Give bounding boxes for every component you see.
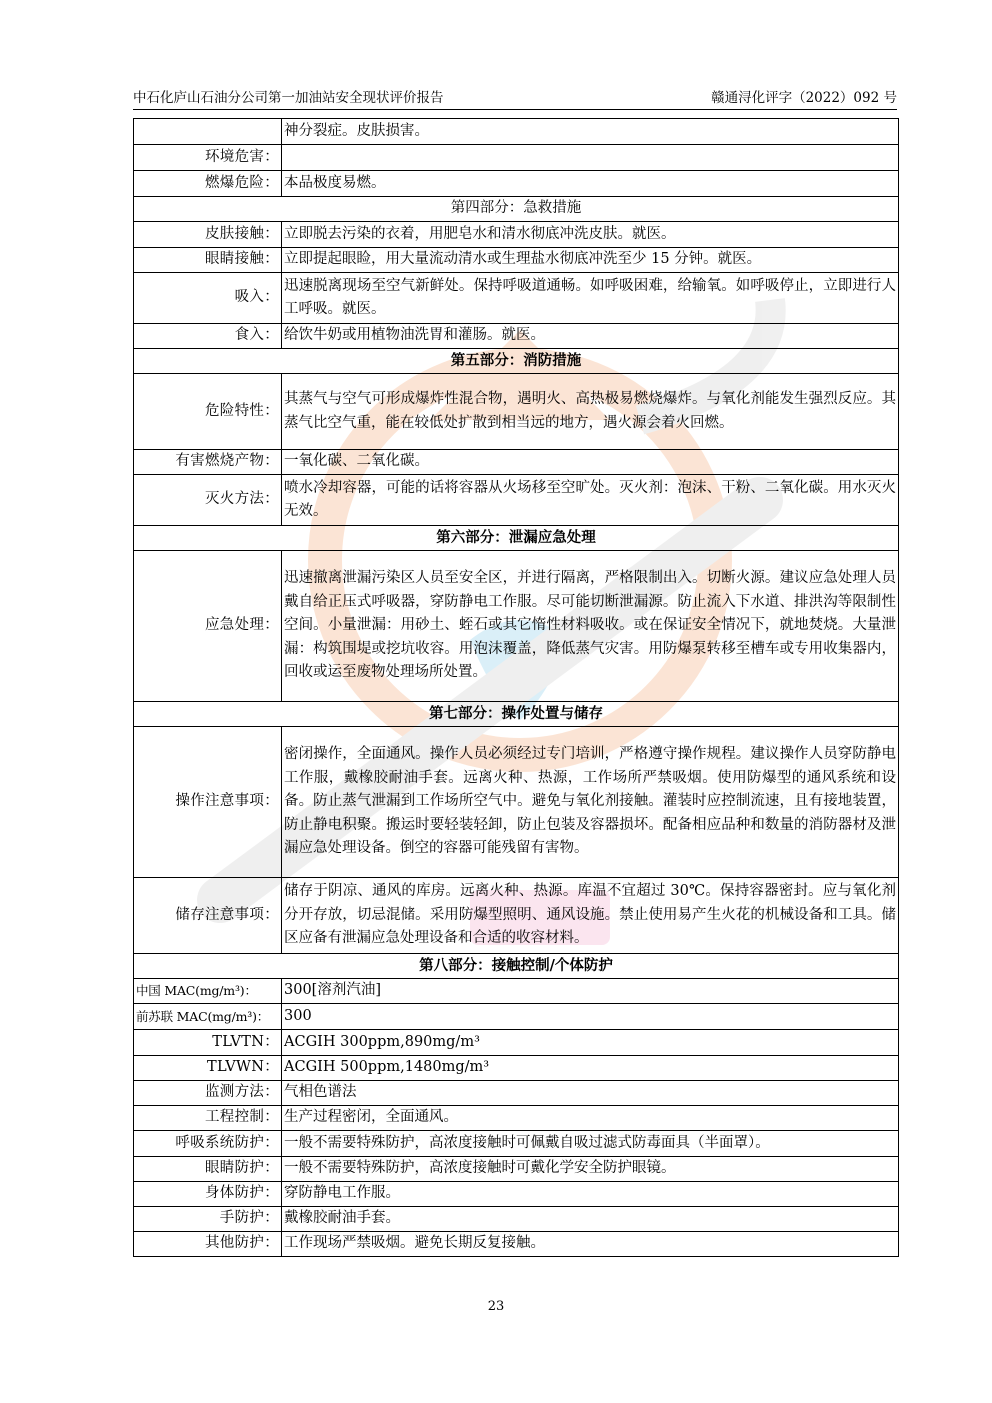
row-value: 其蒸气与空气可形成爆炸性混合物，遇明火、高热极易燃烧爆炸。与氧化剂能发生强烈反应。其蒸气比空气重，能在较低处扩散到相当远的地方，遇火源会着火回燃。 [282,374,899,450]
row-value: 储存于阴凉、通风的库房。远离火种、热源。库温不宜超过 30℃。保持容器密封。应与氧化剂分开存放，切忌混储。采用防爆型照明、通风设施。禁止使用易产生火花的机械设备和工具。储区应备有泄漏应急处理设备和合适的收容材料。 [282,878,899,954]
page-number: 23 [487,1299,505,1314]
row-value: ACGIH 300ppm,890mg/m³ [282,1030,899,1056]
row-label: 吸入： [134,273,282,324]
row-label: 皮肤接触： [134,222,282,248]
row-label: 眼睛接触： [134,248,282,273]
table-row [134,1232,899,1257]
table-row [134,1207,899,1232]
row-label [134,119,282,145]
table-row [134,1157,899,1182]
row-label: 工程控制： [134,1106,282,1131]
row-label: 食入： [134,324,282,349]
row-value: 生产过程密闭，全面通风。 [282,1106,899,1131]
row-value: 一氧化碳、二氧化碳。 [282,450,899,475]
table-row [134,1004,899,1030]
row-value: 神分裂症。皮肤损害。 [282,119,899,145]
row-value: 穿防静电工作服。 [282,1182,899,1207]
row-label: 身体防护： [134,1182,282,1207]
section-header [134,702,899,727]
row-value: 迅速脱离现场至空气新鲜处。保持呼吸道通畅。如呼吸困难，给输氧。如呼吸停止，立即进行人工呼吸。就医。 [282,273,899,324]
document-number: 赣通浔化评字（2022）092 号 [711,90,897,106]
header-rule [133,109,897,110]
row-value: 本品极度易燃。 [282,171,899,197]
section-header [134,526,899,551]
row-label: 危险特性： [134,374,282,450]
section-title: 第四部分：急救措施 [134,197,899,222]
row-label: 其他防护： [134,1232,282,1257]
table-row [134,551,899,702]
table-row [134,222,899,248]
section-title: 第五部分：消防措施 [134,349,899,374]
section-header [134,954,899,979]
table-row [134,1030,899,1056]
row-label: 呼吸系统防护： [134,1131,282,1157]
row-label: 应急处理： [134,551,282,702]
row-value: 300 [282,1004,899,1030]
row-value: ACGIH 500ppm,1480mg/m³ [282,1056,899,1081]
table-row [134,475,899,526]
table-row [134,119,899,145]
table-row [134,145,899,171]
row-label: TLVTN： [134,1030,282,1056]
row-label: 手防护： [134,1207,282,1232]
row-value: 给饮牛奶或用植物油洗胃和灌肠。就医。 [282,324,899,349]
row-value: 一般不需要特殊防护，高浓度接触时可佩戴自吸过滤式防毒面具（半面罩）。 [282,1131,899,1157]
row-value: 立即脱去污染的衣着，用肥皂水和清水彻底冲洗皮肤。就医。 [282,222,899,248]
table-row [134,979,899,1004]
row-value: 气相色谱法 [282,1081,899,1106]
row-value: 工作现场严禁吸烟。避免长期反复接触。 [282,1232,899,1257]
table-row [134,1106,899,1131]
table-row [134,1081,899,1106]
section-header [134,197,899,222]
section-title: 第七部分：操作处置与储存 [134,702,899,727]
row-label: 有害燃烧产物： [134,450,282,475]
table-row [134,171,899,197]
msds-table [133,118,899,1257]
row-label: 储存注意事项： [134,878,282,954]
row-label: 中国 MAC(mg/m³)： [134,979,282,1004]
row-value: 密闭操作，全面通风。操作人员必须经过专门培训，严格遵守操作规程。建议操作人员穿防静电工作服，戴橡胶耐油手套。远离火种、热源，工作场所严禁吸烟。使用防爆型的通风系统和设备。防止蒸气泄漏到工作场所空气中。避免与氧化剂接触。灌装时应控制流速，且有接地装置，防止静电积聚。搬运时要轻装轻卸，防止包装及容器损坏。配备相应品种和数量的消防器材及泄漏应急处理设备。倒空的容器可能残留有害物。 [282,727,899,878]
row-label: 前苏联 MAC(mg/m³)： [134,1004,282,1030]
table-row [134,727,899,878]
row-label: TLVWN： [134,1056,282,1081]
row-label: 灭火方法： [134,475,282,526]
table-row [134,878,899,954]
table-row [134,324,899,349]
table-row [134,248,899,273]
table-row [134,1056,899,1081]
row-value [282,145,899,171]
row-label: 操作注意事项： [134,727,282,878]
table-row [134,1182,899,1207]
row-value: 喷水冷却容器，可能的话将容器从火场移至空旷处。灭火剂：泡沫、干粉、二氧化碳。用水灭火无效。 [282,475,899,526]
table-row [134,374,899,450]
section-title: 第八部分：接触控制/个体防护 [134,954,899,979]
row-value: 迅速撤离泄漏污染区人员至安全区，并进行隔离，严格限制出入。切断火源。建议应急处理人员戴自给正压式呼吸器，穿防静电工作服。尽可能切断泄漏源。防止流入下水道、排洪沟等限制性空间。小量泄漏：用砂土、蛭石或其它惰性材料吸收。或在保证安全情况下，就地焚烧。大量泄漏：构筑围堤或挖坑收容。用泡沫覆盖，降低蒸气灾害。用防爆泵转移至槽车或专用收集器内，回收或运至废物处理场所处置。 [282,551,899,702]
row-value: 立即提起眼睑，用大量流动清水或生理盐水彻底冲洗至少 15 分钟。就医。 [282,248,899,273]
page-header [133,88,897,108]
section-title: 第六部分：泄漏应急处理 [134,526,899,551]
row-label: 燃爆危险： [134,171,282,197]
report-title: 中石化庐山石油分公司第一加油站安全现状评价报告 [133,90,444,106]
row-value: 一般不需要特殊防护，高浓度接触时可戴化学安全防护眼镜。 [282,1157,899,1182]
table-row [134,1131,899,1157]
row-label: 环境危害： [134,145,282,171]
row-value: 戴橡胶耐油手套。 [282,1207,899,1232]
row-label: 监测方法： [134,1081,282,1106]
section-header [134,349,899,374]
row-label: 眼睛防护： [134,1157,282,1182]
table-row [134,273,899,324]
row-value: 300[溶剂汽油] [282,979,899,1004]
table-row [134,450,899,475]
